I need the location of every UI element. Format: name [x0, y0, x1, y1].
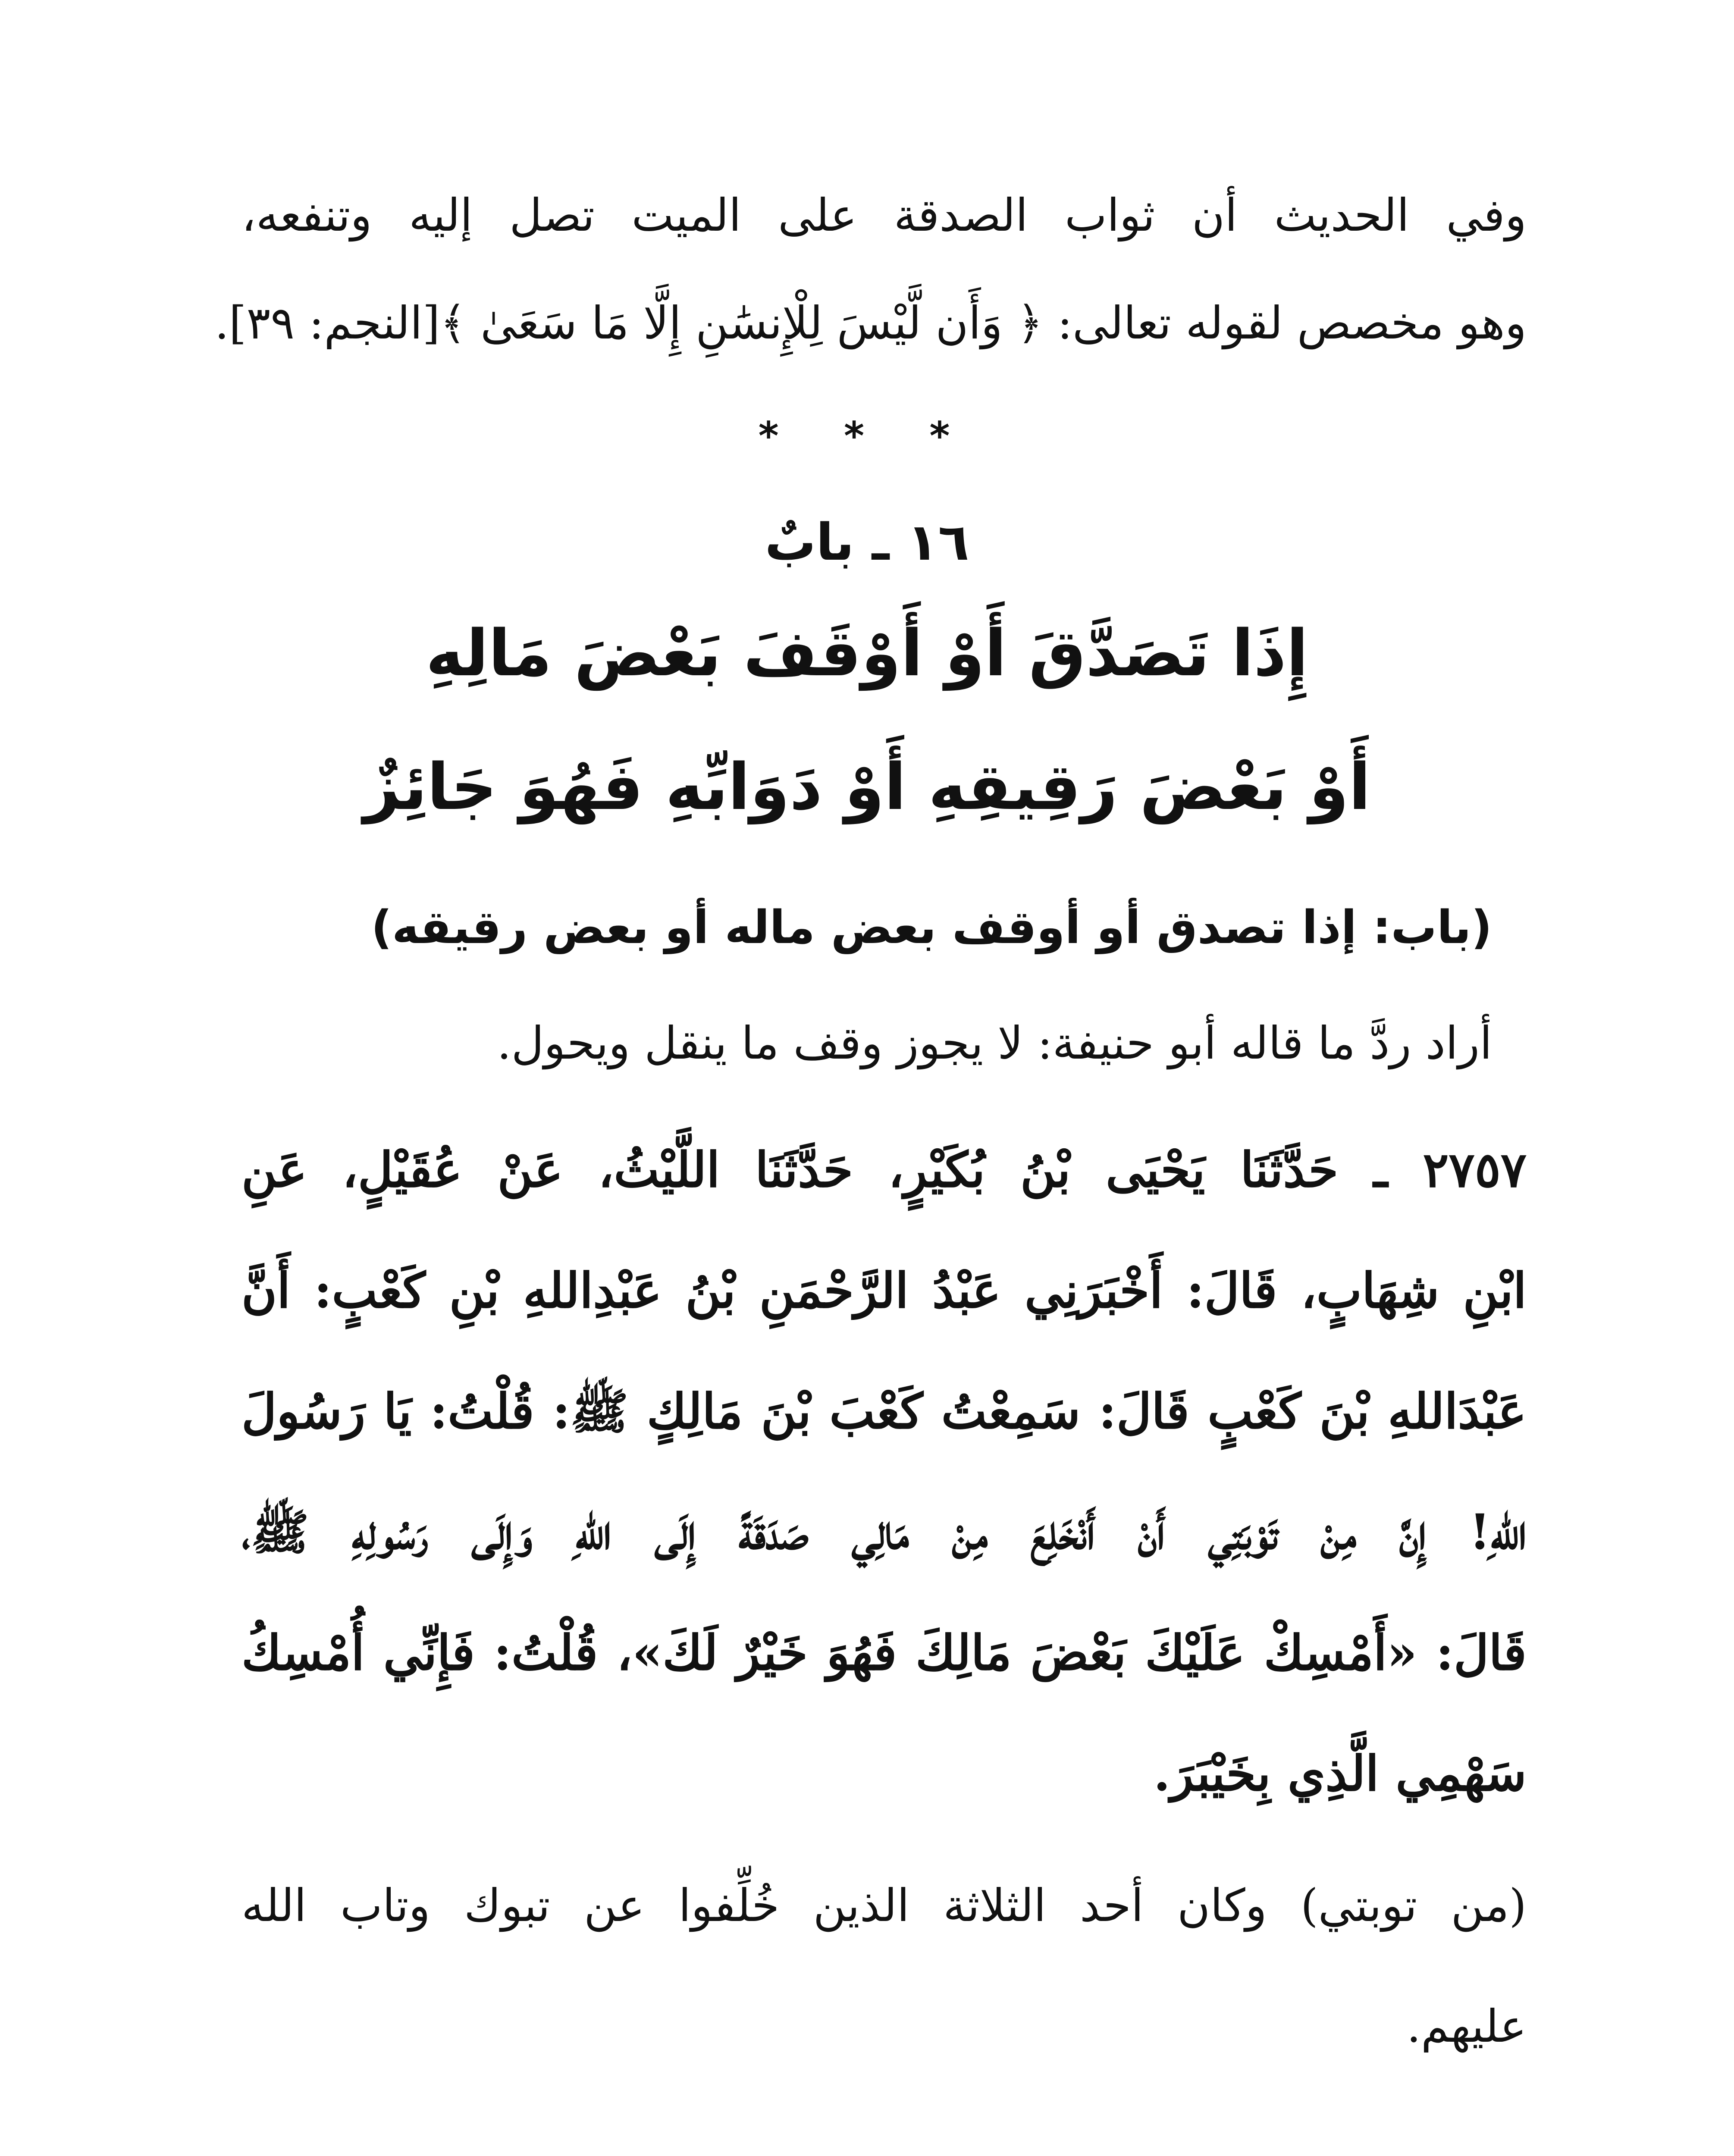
hadith-line-2: ابْنِ شِهَابٍ، قَالَ: أَخْبَرَنِي عَبْدُ الرَّحْمَنِ بْنُ عَبْدِاللهِ بْنِ كَعْبٍ: أَنَّ: [241, 1263, 1527, 1319]
hadith-line-5: قَالَ: «أَمْسِكْ عَلَيْكَ بَعْضَ مَالِكَ فَهُوَ خَيْرٌ لَكَ»، قُلْتُ: فَإِنِّي أُمْسِكُ: [241, 1625, 1527, 1681]
hadith-line-3: عَبْدَاللهِ بْنَ كَعْبٍ قَالَ: سَمِعْتُ كَعْبَ بْنَ مَالِكٍ ﷺ: قُلْتُ: يَا رَسُولَ: [241, 1383, 1527, 1440]
commentary-1: أراد ردَّ ما قاله أبو حنيفة: لا يجوز وقف ما ينقل ويحول.: [497, 1017, 1492, 1069]
chapter-title-line-2: أَوْ بَعْضَ رَقِيقِهِ أَوْ دَوَابِّهِ فَهُوَ جَائِزٌ: [363, 750, 1371, 824]
chapter-number: ١٦ ـ بابٌ: [765, 512, 969, 572]
commentary-2-line-1: (من توبتي) وكان أحد الثلاثة الذين خُلِّفوا عن تبوك وتاب الله: [241, 1879, 1527, 1932]
hadith-line-6: سَهْمِي الَّذِي بِخَيْبَرَ.: [1153, 1745, 1527, 1802]
chapter-title-line-1: إِذَا تَصَدَّقَ أَوْ أَوْقَفَ بَعْضَ مَالِهِ: [426, 616, 1308, 690]
commentary-2-line-2: عليهم.: [1406, 2000, 1527, 2053]
bab-note: (باب: إذا تصدق أو أوقف بعض ماله أو بعض رقيقه): [371, 901, 1492, 954]
hadith-line-4: اللهِ! إِنَّ مِنْ تَوْبَتِي أَنْ أَنْخَلِعَ مِنْ مَالِي صَدَقَةً إِلَى اللهِ وَإِلَى رَسُولِهِ ﷺ،: [241, 1504, 1527, 1561]
intro-line-2: وهو مخصص لقوله تعالى: ﴿ وَأَن لَّيْسَ لِلْإِنسَٰنِ إِلَّا مَا سَعَىٰ ﴾[النجم: ٣٩].: [214, 297, 1527, 349]
intro-line-1: وفي الحديث أن ثواب الصدقة على الميت تصل إليه وتنفعه،: [241, 189, 1527, 241]
hadith-line-1: ٢٧٥٧ ـ حَدَّثَنَا يَحْيَى بْنُ بُكَيْرٍ، حَدَّثَنَا اللَّيْثُ، عَنْ عُقَيْلٍ، عَنِ: [241, 1142, 1527, 1198]
separator-top: * * *: [758, 414, 976, 459]
